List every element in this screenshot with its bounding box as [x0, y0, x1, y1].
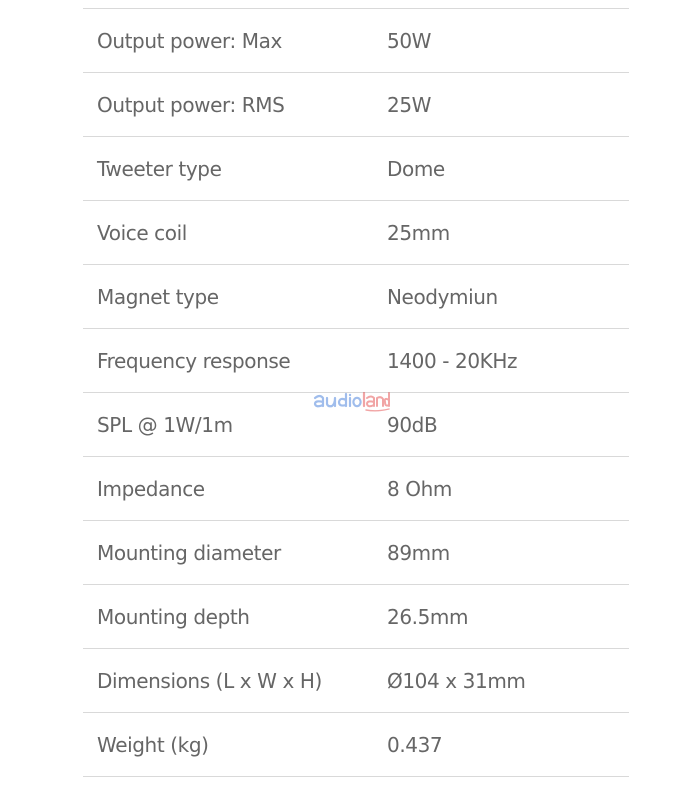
spec-row: [83, 521, 629, 585]
spec-label: Dimensions (L x W x H): [97, 668, 322, 693]
spec-row: [83, 457, 629, 521]
spec-label: Frequency response: [97, 348, 291, 373]
spec-row: [83, 329, 629, 393]
spec-label: Impedance: [97, 476, 205, 501]
spec-table: [83, 8, 629, 777]
spec-value: Ø104 x 31mm: [387, 668, 526, 693]
spec-label: Voice coil: [97, 220, 187, 245]
spec-row: [83, 201, 629, 265]
spec-value: 25mm: [387, 220, 450, 245]
spec-label: Mounting diameter: [97, 540, 281, 565]
spec-row: [83, 265, 629, 329]
spec-row: [83, 137, 629, 201]
spec-label: Tweeter type: [97, 156, 222, 181]
spec-label: Output power: Max: [97, 28, 282, 53]
spec-row: [83, 713, 629, 777]
spec-value: 50W: [387, 28, 432, 53]
spec-value: 90dB: [387, 412, 438, 437]
spec-label: Magnet type: [97, 284, 219, 309]
spec-row: [83, 393, 629, 457]
spec-value: 89mm: [387, 540, 450, 565]
spec-label: Mounting depth: [97, 604, 250, 629]
spec-label: Output power: RMS: [97, 92, 285, 117]
spec-value: 26.5mm: [387, 604, 469, 629]
spec-row: [83, 649, 629, 713]
spec-label: Weight (kg): [97, 732, 209, 757]
spec-row: [83, 73, 629, 137]
spec-value: Dome: [387, 156, 445, 181]
spec-value: Neodymiun: [387, 284, 498, 309]
spec-value: 25W: [387, 92, 432, 117]
spec-value: 1400 - 20KHz: [387, 348, 518, 373]
spec-row: [83, 585, 629, 649]
spec-value: 0.437: [387, 732, 443, 757]
spec-row: [83, 9, 629, 73]
spec-value: 8 Ohm: [387, 476, 452, 501]
spec-label: SPL @ 1W/1m: [97, 412, 233, 437]
